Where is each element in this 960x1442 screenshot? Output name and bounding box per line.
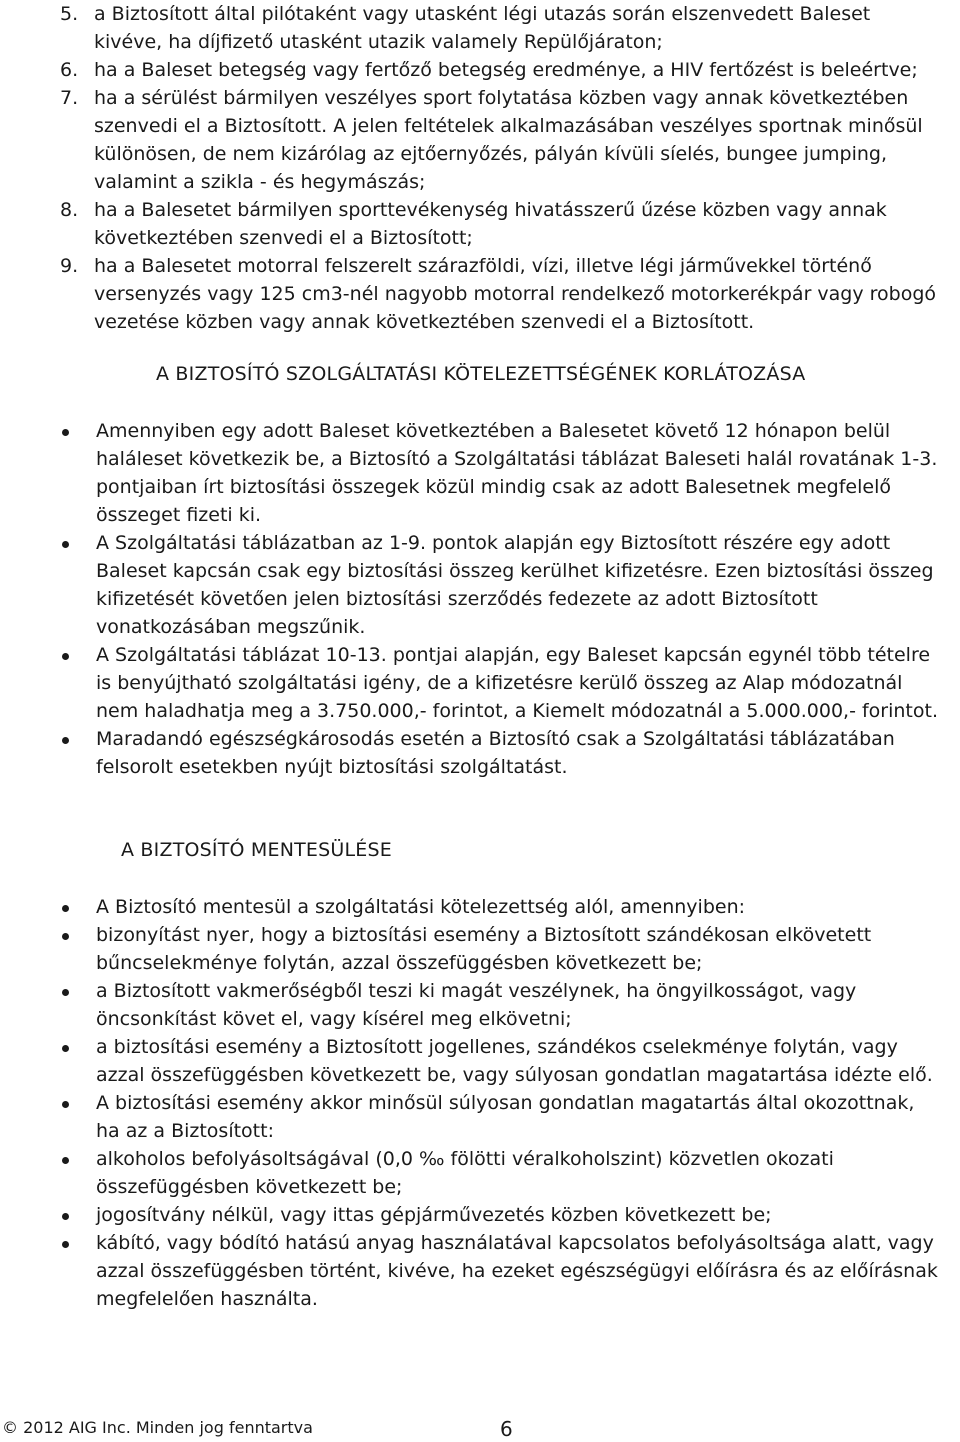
item-number: 6. xyxy=(60,59,79,81)
limitation-bullet-list xyxy=(60,417,940,781)
list-item xyxy=(60,84,940,196)
item-text: A Biztosító mentesül a szolgáltatási kötelezettség alól, amennyiben: xyxy=(96,896,746,918)
bullet-icon xyxy=(62,933,69,940)
list-item xyxy=(60,921,940,977)
list-item xyxy=(60,1033,940,1089)
list-item xyxy=(60,196,940,252)
bullet-icon xyxy=(62,737,69,744)
item-text: Amennyiben egy adott Baleset következtében a Balesetet követő 12 hónapon belül haláleset következik be, a Biztosító a Szolgáltatási táblázat Baleseti halál rovatának 1-3. pontjaiban írt biztosítási összegek közül mindig csak az adott Balesetnek megfelelő összeget fizeti ki. xyxy=(96,420,938,526)
item-text: ha a Balesetet bármilyen sporttevékenység hivatásszerű űzése közben vagy annak következtében szenvedi el a Biztosított; xyxy=(94,199,887,249)
section-heading-limitation: A BIZTOSÍTÓ SZOLGÁLTATÁSI KÖTELEZETTSÉGÉNEK KORLÁTOZÁSA xyxy=(156,363,806,385)
bullet-icon xyxy=(62,1101,69,1108)
item-text: bizonyítást nyer, hogy a biztosítási esemény a Biztosított szándékosan elkövetett bűncselekménye folytán, azzal összefüggésben következett be; xyxy=(96,924,872,974)
list-item xyxy=(60,893,940,921)
list-item xyxy=(60,725,940,781)
item-number: 5. xyxy=(60,3,79,25)
exemption-bullet-list xyxy=(60,893,940,1313)
bullet-icon xyxy=(62,429,69,436)
item-text: alkoholos befolyásoltságával (0,0 ‰ fölötti véralkoholszint) közvetlen okozati összefüggésben következett be; xyxy=(96,1148,834,1198)
list-item xyxy=(60,529,940,641)
bullet-icon xyxy=(62,653,69,660)
item-text: jogosítvány nélkül, vagy ittas gépjárművezetés közben következett be; xyxy=(96,1204,772,1226)
item-text: ha a sérülést bármilyen veszélyes sport folytatása közben vagy annak következtében szenvedi el a Biztosított. A jelen feltételek alkalmazásában veszélyes sportnak minősül különösen, de nem kizárólag az ejtőernyőzés, pályán kívüli síelés, bungee jumping, valamint a szikla - és hegymászás; xyxy=(94,87,923,193)
list-item xyxy=(60,641,940,725)
list-item xyxy=(60,56,940,84)
exclusions-numbered-list xyxy=(60,0,940,336)
item-number: 9. xyxy=(60,255,79,277)
list-item xyxy=(60,1229,940,1313)
bullet-icon xyxy=(62,1045,69,1052)
item-text: ha a Balesetet motorral felszerelt szárazföldi, vízi, illetve légi járművekkel történő versenyzés vagy 125 cm3-nél nagyobb motorral rendelkező motorkerékpár vagy robogó vezetése közben vagy annak következtében szenvedi el a Biztosított. xyxy=(94,255,937,333)
item-text: A Szolgáltatási táblázatban az 1-9. pontok alapján egy Biztosított részére egy adott Baleset kapcsán csak egy biztosítási összeg kerülhet kifizetésre. Ezen biztosítási összeg kifizetését követően jelen biztosítási szerződés fedezete az adott Biztosított vonatkozásában megszűnik. xyxy=(96,532,934,638)
bullet-icon xyxy=(62,905,69,912)
list-item xyxy=(60,1145,940,1201)
list-item xyxy=(60,1201,940,1229)
bullet-icon xyxy=(62,1241,69,1248)
bullet-icon xyxy=(62,1157,69,1164)
item-text: A biztosítási esemény akkor minősül súlyosan gondatlan magatartás által okozottnak, ha az a Biztosított: xyxy=(96,1092,915,1142)
bullet-icon xyxy=(62,1213,69,1220)
list-item xyxy=(60,1089,940,1145)
item-text: A Szolgáltatási táblázat 10-13. pontjai alapján, egy Baleset kapcsán egynél több tételre is benyújtható szolgáltatási igény, de a kifizetésre kerülő összeg az Alap módozatnál nem haladhatja meg a 3.750.000,- forintot, a Kiemelt módozatnál a 5.000.000,- forintot. xyxy=(96,644,938,722)
item-text: a Biztosított vakmerőségből teszi ki magát veszélynek, ha öngyilkosságot, vagy öncsonkítást követ el, vagy kísérel meg elkövetni; xyxy=(96,980,857,1030)
page-number: 6 xyxy=(500,1417,513,1441)
item-number: 7. xyxy=(60,87,79,109)
bullet-icon xyxy=(62,541,69,548)
item-text: a biztosítási esemény a Biztosított jogellenes, szándékos cselekménye folytán, vagy azzal összefüggésben következett be, vagy súlyosan gondatlan magatartása idézte elő. xyxy=(96,1036,933,1086)
bullet-icon xyxy=(62,989,69,996)
list-item xyxy=(60,417,940,529)
list-item xyxy=(60,252,940,336)
list-item xyxy=(60,0,940,56)
item-text: kábító, vagy bódító hatású anyag használatával kapcsolatos befolyásoltsága alatt, vagy azzal összefüggésben történt, kivéve, ha ezeket egészségügyi előírásra és az előírásnak megfelelően használta. xyxy=(96,1232,938,1310)
footer-copyright: © 2012 AIG Inc. Minden jog fenntartva xyxy=(2,1418,313,1437)
item-text: a Biztosított által pilótaként vagy utasként légi utazás során elszenvedett Baleset kivéve, ha díjfizető utasként utazik valamely Repülőjáraton; xyxy=(94,3,871,53)
item-text: ha a Baleset betegség vagy fertőző betegség eredménye, a HIV fertőzést is beleértve; xyxy=(94,59,918,81)
item-number: 8. xyxy=(60,199,79,221)
item-text: Maradandó egészségkárosodás esetén a Biztosító csak a Szolgáltatási táblázatában felsorolt esetekben nyújt biztosítási szolgáltatást. xyxy=(96,728,895,778)
section-heading-exemption: A BIZTOSÍTÓ MENTESÜLÉSE xyxy=(121,839,392,861)
list-item xyxy=(60,977,940,1033)
